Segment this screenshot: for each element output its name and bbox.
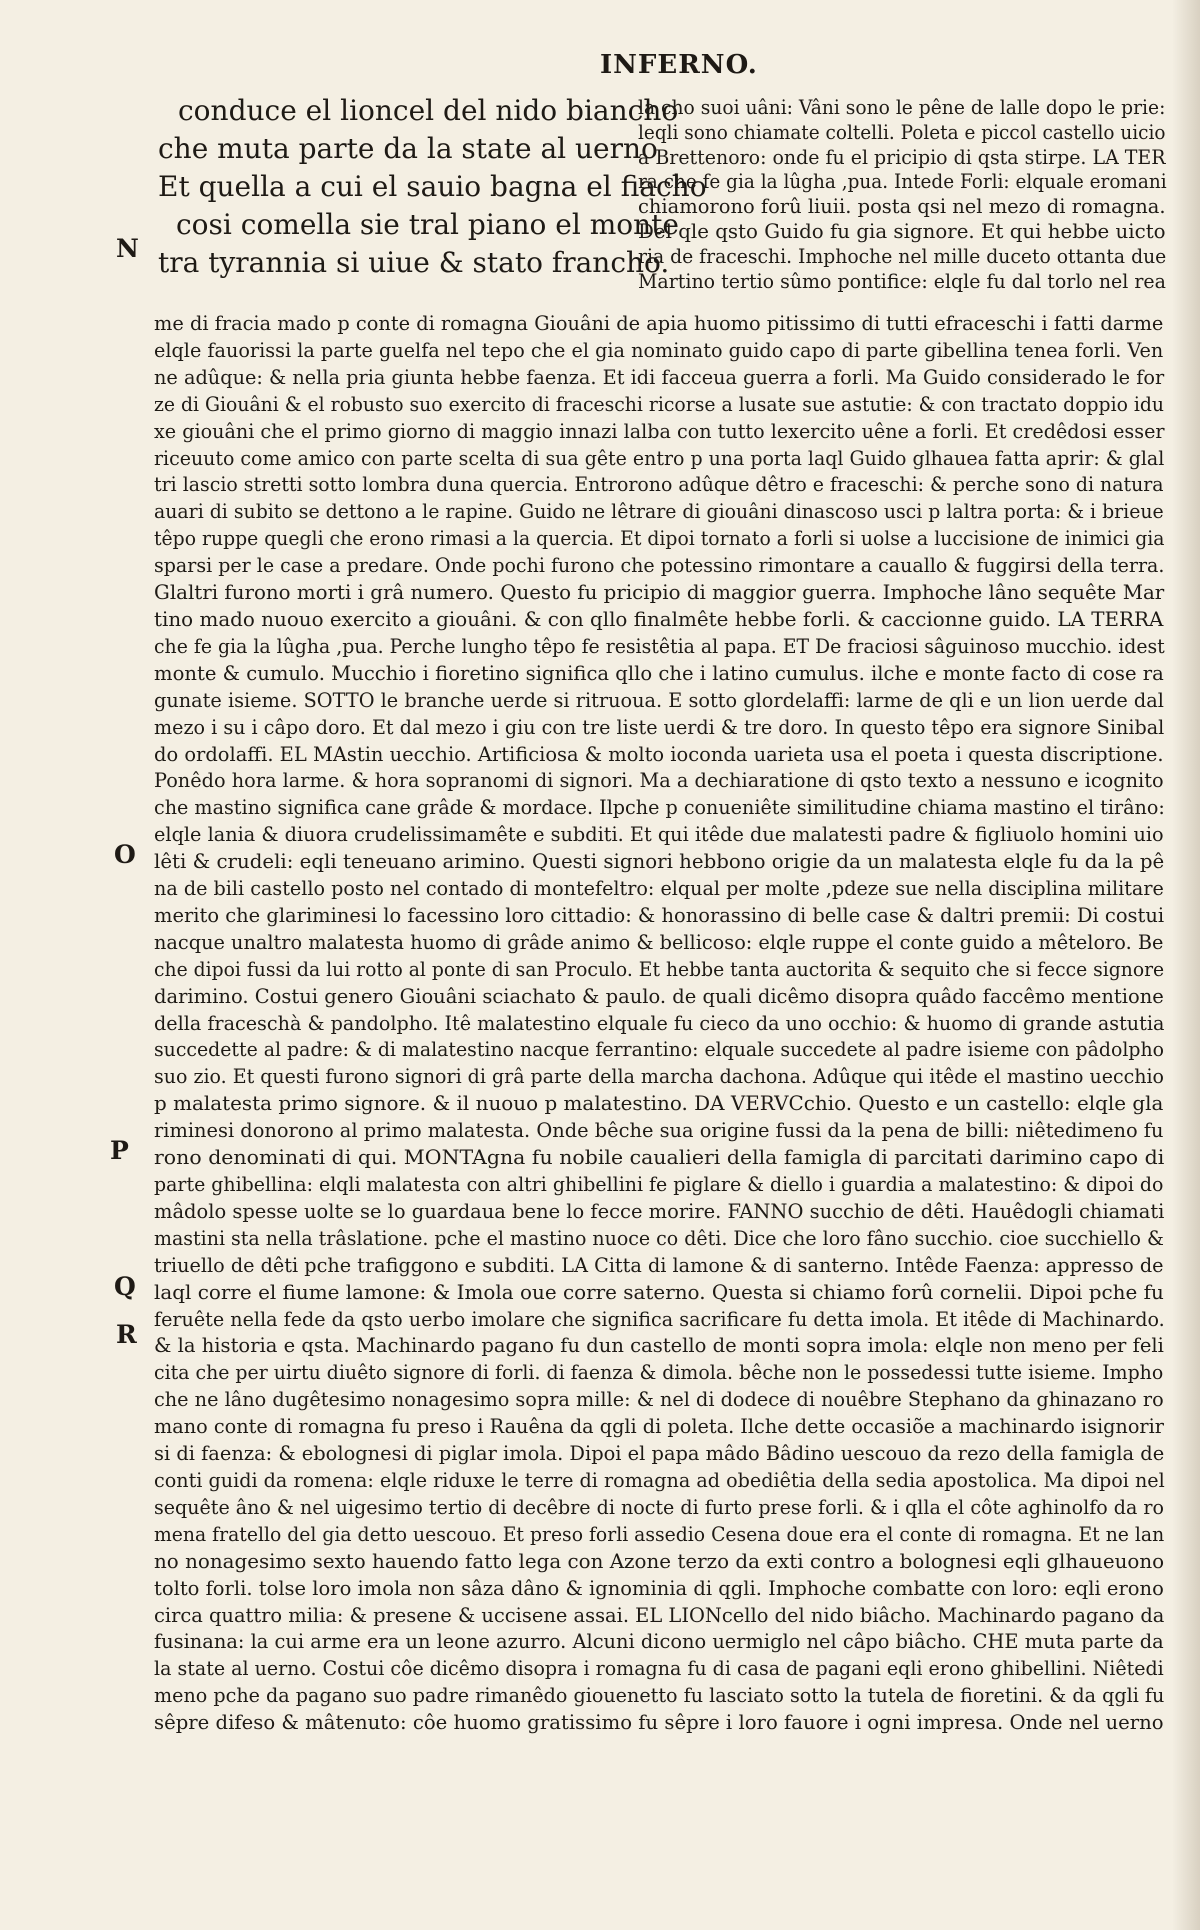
commentary-line: conti guidi da romena: elqle riduxe le terre di romagna ad obediêtia della sedia apostolica. Ma dipoi nel — [154, 1468, 1165, 1492]
running-head: INFERNO. — [600, 50, 758, 80]
commentary-line: rono denominati di qui. MONTAgna fu nobile caualieri della famigla di parcitati darimino capo di — [154, 1146, 1165, 1170]
page-edge-shadow — [1172, 0, 1200, 1930]
commentary-line: mezo i su i câpo doro. Et dal mezo i giu con tre liste uerdi & tre doro. In questo têpo era signore Sinibal — [154, 715, 1165, 739]
commentary-line: che dipoi fussi da lui rotto al ponte di san Proculo. Et hebbe tanta auctorita & sequito che si fecce signore — [154, 957, 1165, 981]
commentary-line: elqle fauorissi la parte guelfa nel tepo che el gia nominato guido capo di parte gibellina tenea forli. Ven — [154, 338, 1164, 362]
commentary-line: della fraceschà & pandolpho. Itê malatestino elquale fu cieco da uno occhio: & huomo di grande astutia — [154, 1011, 1165, 1035]
commentary-line: têpo ruppe quegli che erono rimasi a la quercia. Et dipoi tornato a forli si uolse a luccisione de inimici gia — [154, 527, 1165, 551]
commentary-line: merito che glariminesi lo facessino loro cittadio: & honorassino di belle case & daltri premii: Di costui — [154, 903, 1165, 927]
commentary-line: & la historia e qsta. Machinardo pagano fu dun castello de monti sopra imola: elqle non meno per feli — [154, 1334, 1164, 1358]
commentary-line: che ne lâno dugêtesimo nonagesimo sopra mille: & nel di dodece di nouêbre Stephano da ghinazano ro — [154, 1388, 1164, 1412]
commentary-line: ria de fraceschi. Imphoche nel mille duceto ottanta due — [638, 244, 1167, 268]
commentary-line: circa quattro milia: & presene & uccisene assai. EL LIONcello del nido biâcho. Machinardo pagano da — [154, 1603, 1165, 1627]
commentary-line: me di fracia mado p conte di romagna Giouâni de apia huomo pitissimo di tutti efraceschi i fatti darme — [154, 312, 1164, 335]
commentary-line: triuello de dêti pche trafiggono e subditi. LA Citta di lamone & di santerno. Intêde Faenza: appresso de — [154, 1253, 1164, 1277]
commentary-line: sequête âno & nel uigesimo tertio di decêbre di nocte di furto prese forli. & i qlla el côte aghinolfo da ro — [154, 1495, 1164, 1519]
verse-line: che muta parte da la state al uerno — [158, 132, 658, 165]
commentary-line: la state al uerno. Costui côe dicêmo disopra i romagna fu di casa de pagani eqli erono ghibellini. Niêtedi — [154, 1657, 1164, 1681]
commentary-line: chiamorono forû liuii. posta qsi nel mezo di romagna. — [638, 195, 1166, 219]
commentary-line: Ponêdo hora larme. & hora sopranomi di signori. Ma a dechiaratione di qsto texto a nessuno e icognito — [154, 769, 1164, 793]
commentary-line: che mastino significa cane grâde & mordace. Ilpche p conueniête similitudine chiama mastino el tirâno: — [154, 796, 1165, 820]
commentary-line: fusinana: la cui arme era un leone azurro. Alcuni dicono uermiglo nel câpo biâcho. CHE muta parte da — [154, 1630, 1164, 1654]
commentary-line: succedette al padre: & di malatestino nacque ferrantino: elquale succedete al padre isieme con pâdolpho — [154, 1038, 1164, 1062]
margin-marker: O — [114, 840, 136, 869]
commentary-line: a Brettenoro: onde fu el pricipio di qsta stirpe. LA TER — [638, 145, 1166, 169]
commentary-line: xe giouâni che el primo giorno di maggio innazi lalba con tutto lexercito uêne a forli. Et credêdosi esser — [154, 419, 1165, 443]
commentary-line: leqli sono chiamate coltelli. Poleta e piccol castello uicio — [638, 120, 1166, 144]
commentary-line: che fe gia la lûgha ,pua. Perche lungho têpo fe resistêtia al papa. ET De fraciosi sâguinoso mucchio. idest — [154, 634, 1165, 658]
commentary-line: la cho suoi uâni: Vâni sono le pêne de lalle dopo le prie: — [638, 96, 1166, 119]
margin-marker: N — [116, 234, 139, 263]
commentary-line: tri lascio stretti sotto lombra duna quercia. Entrorono adûque dêtro e fraceschi: & perche sono di natura — [154, 473, 1164, 497]
commentary-line: na de bili castello posto nel contado di montefeltro: elqual per molte ,pdeze sue nella disciplina militare — [154, 877, 1164, 901]
commentary-line: mâdolo spesse uolte se lo guardaua bene lo fecce morire. FANNO succhio de dêti. Hauêdogli chiamati — [154, 1199, 1165, 1223]
commentary-line: no nonagesimo sexto hauendo fatto lega con Azone terzo da exti contro a bolognesi eqli glhaueuono — [154, 1549, 1165, 1573]
verse-line: Et quella a cui el sauio bagna el fiacho — [158, 170, 707, 203]
commentary-line: tino mado nuouo exercito a giouâni. & con qllo finalmête hebbe forli. & caccionne guido. LA TERRA — [154, 607, 1164, 631]
margin-marker: P — [110, 1136, 129, 1165]
commentary-line: mena fratello del gia detto uescouo. Et preso forli assedio Cesena doue era el conte di romagna. Et ne lan — [154, 1522, 1165, 1546]
commentary-line: nacque unaltro malatesta huomo di grâde animo & bellicoso: elqle ruppe el conte guido a mêteloro. Be — [154, 930, 1164, 954]
commentary-line: p malatesta primo signore. & il nuouo p malatestino. DA VERVCchio. Questo e un castello: elqle gla — [154, 1092, 1164, 1116]
margin-marker: R — [116, 1320, 137, 1349]
commentary-line: do ordolaffi. EL MAstin uecchio. Artificiosa & molto ioconda uarieta usa el poeta i questa discriptione. — [154, 742, 1164, 766]
commentary-line: Del qle qsto Guido fu gia signore. Et qui hebbe uicto — [638, 219, 1166, 243]
commentary-line: gunate isieme. SOTTO le branche uerde si ritruoua. E sotto glordelaffi: larme de qli e un lion uerde dal — [154, 688, 1164, 712]
commentary-line: monte & cumulo. Mucchio i fioretino significa qllo che i latino cumulus. ilche e monte facto di cose ra — [154, 661, 1164, 685]
verse-block — [158, 92, 707, 282]
commentary-line: elqle lania & diuora crudelissimamête e subditi. Et qui itêde due malatesti padre & figliuolo homini uio — [154, 823, 1164, 847]
commentary-side-column — [638, 96, 1168, 294]
commentary-line: Martino tertio sûmo pontifice: elqle fu dal torlo nel rea — [638, 269, 1166, 293]
commentary-line: parte ghibellina: elqli malatesta con altri ghibellini fe piglare & diello i guardia a malatestino: & dipoi do — [154, 1173, 1164, 1196]
commentary-line: si di faenza: & ebolognesi di piglar imola. Dipoi el papa mâdo Bâdino uescouo da rezo della famigla de — [154, 1442, 1165, 1466]
commentary-line: auari di subito se dettono a le rapine. Guido ne lêtrare di giouâni dinascoso usci p laltra porta: & i brieue — [154, 500, 1164, 524]
commentary-line: Glaltri furono morti i grâ numero. Questo fu pricipio di maggior guerra. Imphoche lâno sequête Mar — [154, 581, 1165, 605]
commentary-line: laql corre el fiume lamone: & Imola oue corre saterno. Questa si chiamo forû cornelii. Dipoi pche fu — [154, 1280, 1164, 1304]
commentary-full-width — [154, 311, 1166, 1737]
commentary-line: mano conte di romagna fu preso i Rauêna da qgli di poleta. Ilche dette occasiõe a machinardo isignorir — [154, 1415, 1164, 1439]
verse-line: cosi comella sie tral piano el monte — [176, 208, 679, 241]
commentary-line: lêti & crudeli: eqli teneuano arimino. Questi signori hebbono origie da un malatesta elqle fu da la pê — [154, 850, 1165, 874]
commentary-line: mastini sta nella trâslatione. pche el mastino nuoce co dêti. Dice che loro fâno succhio. cioe succhiello & — [154, 1226, 1164, 1250]
commentary-line: sêpre difeso & mâtenuto: côe huomo gratissimo fu sêpre i loro fauore i ogni impresa. Onde nel uerno — [154, 1711, 1164, 1735]
verse-line: conduce el lioncel del nido biancho — [178, 94, 679, 127]
commentary-line: cita che per uirtu diuêto signore di forli. di faenza & dimola. bêche non le possedessi tutte isieme. Impho — [154, 1361, 1164, 1385]
commentary-line: ne adûque: & nella pria giunta hebbe faenza. Et idi facceua guerra a forli. Ma Guido considerado le for — [154, 365, 1165, 389]
commentary-line: ra che fe gia la lûgha ,pua. Intede Forli: elquale eromani — [638, 170, 1167, 194]
commentary-line: meno pche da pagano suo padre rimanêdo giouenetto fu lasciato sotto la tutela de fioretini. & da qgli fu — [154, 1684, 1165, 1708]
margin-marker: Q — [114, 1272, 136, 1301]
commentary-line: tolto forli. tolse loro imola non sâza dâno & ignominia di qgli. Imphoche combatte con loro: eqli erono — [154, 1576, 1164, 1600]
verse-line: tra tyrannia si uiue & stato francho. — [158, 246, 670, 279]
commentary-line: riceuuto come amico con parte scelta di sua gête entro p una porta laql Guido glhauea fatta aprir: & glal — [154, 446, 1165, 470]
commentary-line: darimino. Costui genero Giouâni sciachato & paulo. de quali dicêmo disopra quâdo faccêmo mentione — [154, 984, 1164, 1008]
commentary-line: sparsi per le case a predare. Onde pochi furono che potessino rimontare a cauallo & fuggirsi della terra. — [154, 554, 1165, 578]
commentary-line: feruête nella fede da qsto uerbo imolare che significa sacrificare fu detta imola. Et itêde di Machinardo. — [154, 1307, 1165, 1331]
commentary-line: ze di Giouâni & el robusto suo exercito di fraceschi ricorse a lusate sue astutie: & con tractato doppio idu — [154, 392, 1165, 416]
commentary-line: riminesi donorono al primo malatesta. Onde bêche sua origine fussi da la pena de billi: niêtedimeno fu — [154, 1119, 1164, 1143]
commentary-line: suo zio. Et questi furono signori di grâ parte della marcha dachona. Adûque qui itêde el mastino uecchio — [154, 1065, 1164, 1089]
